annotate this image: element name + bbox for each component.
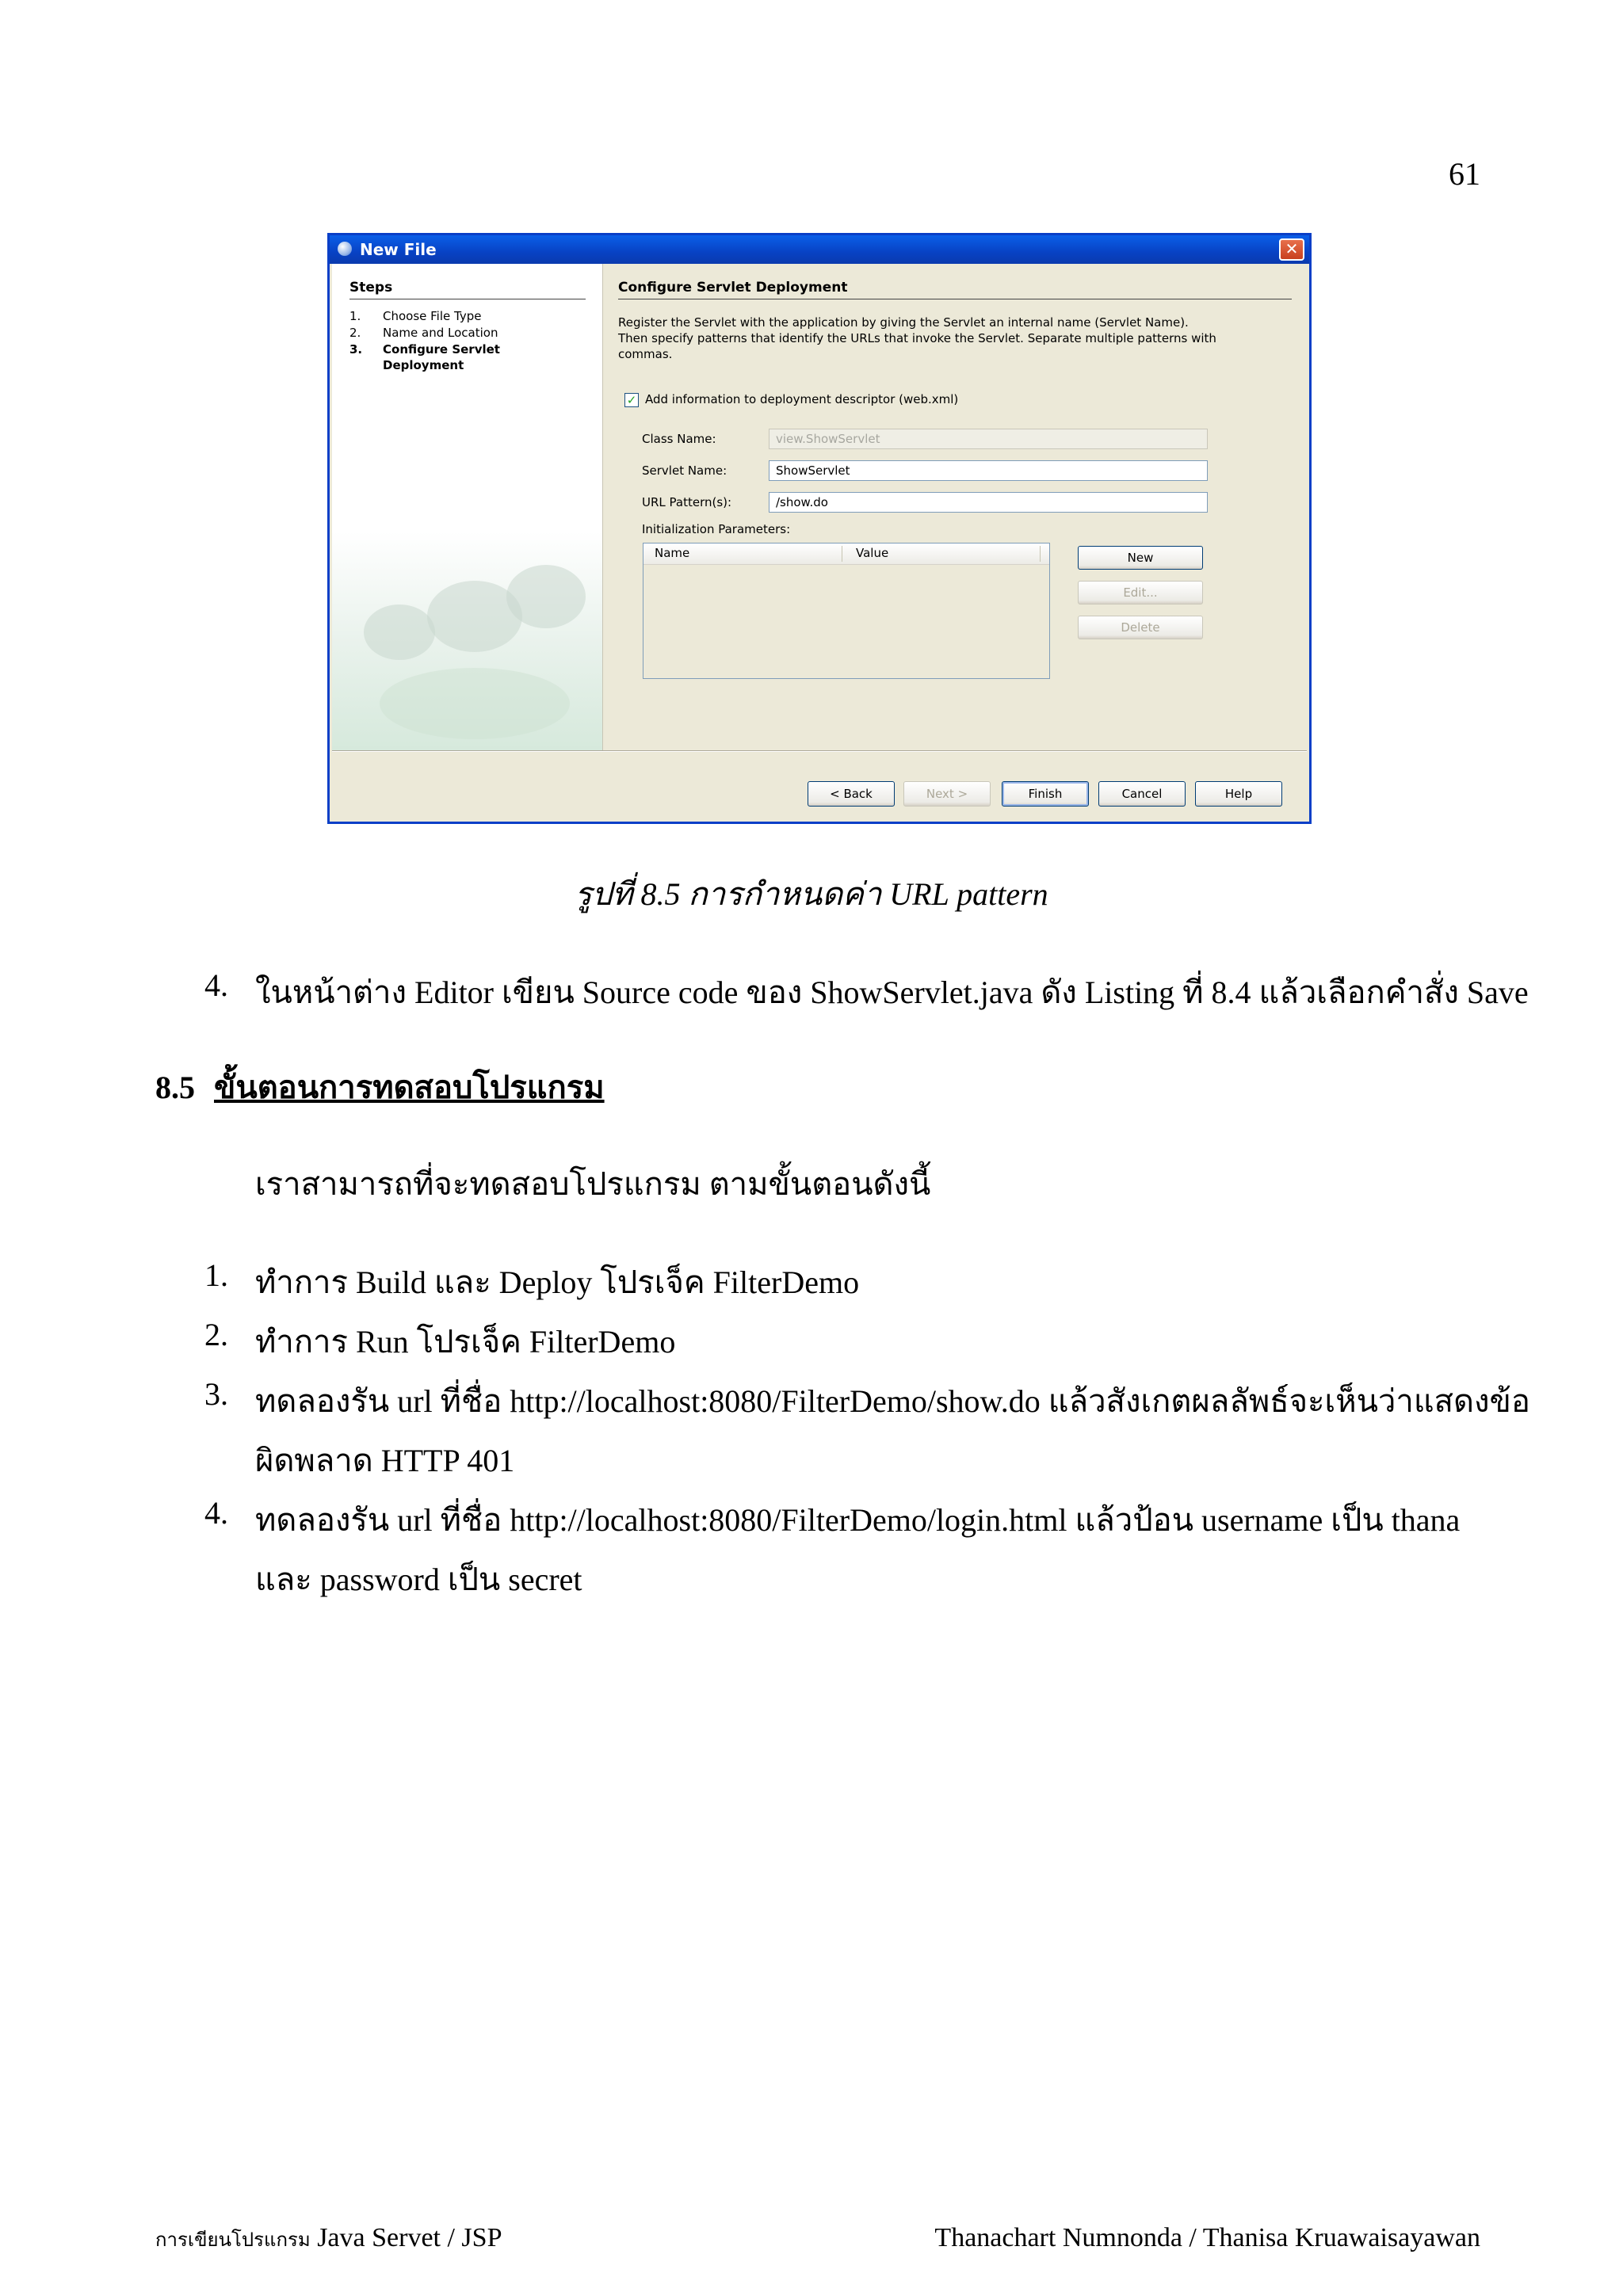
class-name-field: view.ShowServlet: [769, 429, 1208, 449]
intro-text: Register the Servlet with the application by giving the Servlet an internal name (Servlet Name). Then specify patterns that identify the URLs that invoke the Servlet. Separate multiple patterns with commas.: [618, 315, 1216, 361]
back-button[interactable]: < Back: [808, 781, 895, 807]
steps-panel: [332, 264, 603, 750]
content-panel: [602, 264, 1309, 750]
figure-caption: รูปที่ 8.5 การกำหนดค่า URL pattern: [575, 876, 1048, 912]
cancel-button[interactable]: Cancel: [1098, 781, 1186, 807]
edit-param-button[interactable]: Edit...: [1078, 581, 1203, 605]
list-item-text: ทดลองรัน url ที่ชื่อ http://localhost:8080/FilterDemo/show.do แล้วสังเกตผลลัพธ์จะเห็นว่าแสดงข้อ: [255, 1383, 1530, 1419]
list-item-text: ทำการ Build และ Deploy โปรเจ็ค FilterDemo: [255, 1264, 860, 1300]
servlet-name-label: Servlet Name:: [642, 463, 727, 478]
list-number: 3.: [204, 1376, 228, 1412]
checkbox-label: Add information to deployment descriptor (web.xml): [645, 392, 959, 406]
init-params-label: Initialization Parameters:: [642, 522, 791, 536]
new-param-button[interactable]: New: [1078, 546, 1203, 570]
column-header-value[interactable]: Value: [856, 546, 889, 560]
url-pattern-field[interactable]: /show.do: [769, 492, 1208, 513]
steps-heading: Steps: [349, 280, 393, 296]
list-item-text: ทำการ Run โปรเจ็ค FilterDemo: [255, 1324, 676, 1360]
class-name-label: Class Name:: [642, 432, 716, 446]
step-number: 1.: [349, 309, 361, 323]
list-number: 2.: [204, 1317, 228, 1352]
dialog-title: New File: [360, 240, 437, 259]
list-number: 4.: [204, 967, 228, 1003]
table-header: [643, 543, 1049, 565]
column-divider: [1040, 546, 1041, 562]
list-item-text: ทดลองรัน url ที่ชื่อ http://localhost:8080/FilterDemo/login.html แล้วป้อน username เป็น thana: [255, 1502, 1461, 1538]
list-number: 4.: [204, 1495, 228, 1531]
list-item-text: และ password เป็น secret: [255, 1562, 582, 1597]
netbeans-icon: [338, 242, 352, 256]
decorative-blob: [364, 605, 435, 660]
section-title: Configure Servlet Deployment: [618, 280, 848, 296]
finish-button[interactable]: Finish: [1002, 781, 1089, 807]
section-intro: เราสามารถที่จะทดสอบโปรแกรม ตามขั้นตอนดังนี้: [255, 1166, 931, 1202]
step-label: Name and Location: [383, 326, 498, 340]
footer-left: [155, 2223, 502, 2255]
delete-param-button[interactable]: Delete: [1078, 616, 1203, 639]
close-button[interactable]: ✕: [1279, 238, 1304, 261]
deployment-descriptor-checkbox[interactable]: ✓: [624, 393, 639, 407]
footer-left-thai: การเขียนโปรแกรม: [155, 2230, 311, 2251]
decorative-blob: [380, 668, 570, 739]
section-title: ขั้นตอนการทดสอบโปรแกรม: [214, 1070, 605, 1105]
page-number: 61: [1449, 156, 1480, 192]
step-label: Configure Servlet Deployment: [383, 342, 500, 372]
new-file-dialog: [327, 233, 1312, 824]
step-number: 2.: [349, 326, 361, 340]
list-item-text: ในหน้าต่าง Editor เขียน Source code ของ ShowServlet.java ดัง Listing ที่ 8.4 แล้วเลือกคำสั่ง Save: [255, 974, 1529, 1010]
servlet-name-field[interactable]: ShowServlet: [769, 460, 1208, 481]
url-pattern-label: URL Pattern(s):: [642, 495, 732, 509]
list-item-text: ผิดพลาด HTTP 401: [255, 1443, 515, 1478]
dialog-titlebar: [330, 235, 1309, 264]
footer-authors: Thanachart Numnonda / Thanisa Kruawaisayawan: [934, 2223, 1480, 2252]
step-label: Choose File Type: [383, 309, 482, 323]
init-params-table[interactable]: [643, 543, 1050, 679]
next-button[interactable]: Next >: [903, 781, 991, 807]
list-number: 1.: [204, 1257, 228, 1293]
step-number: 3.: [349, 342, 363, 357]
section-number: 8.5: [155, 1070, 195, 1105]
section-heading: [155, 1062, 605, 1112]
decorative-blob: [506, 565, 586, 628]
column-header-name[interactable]: Name: [655, 546, 690, 560]
help-button[interactable]: Help: [1195, 781, 1282, 807]
button-bar-divider: [332, 750, 1307, 751]
footer-left-title: Java Servet / JSP: [317, 2223, 502, 2252]
